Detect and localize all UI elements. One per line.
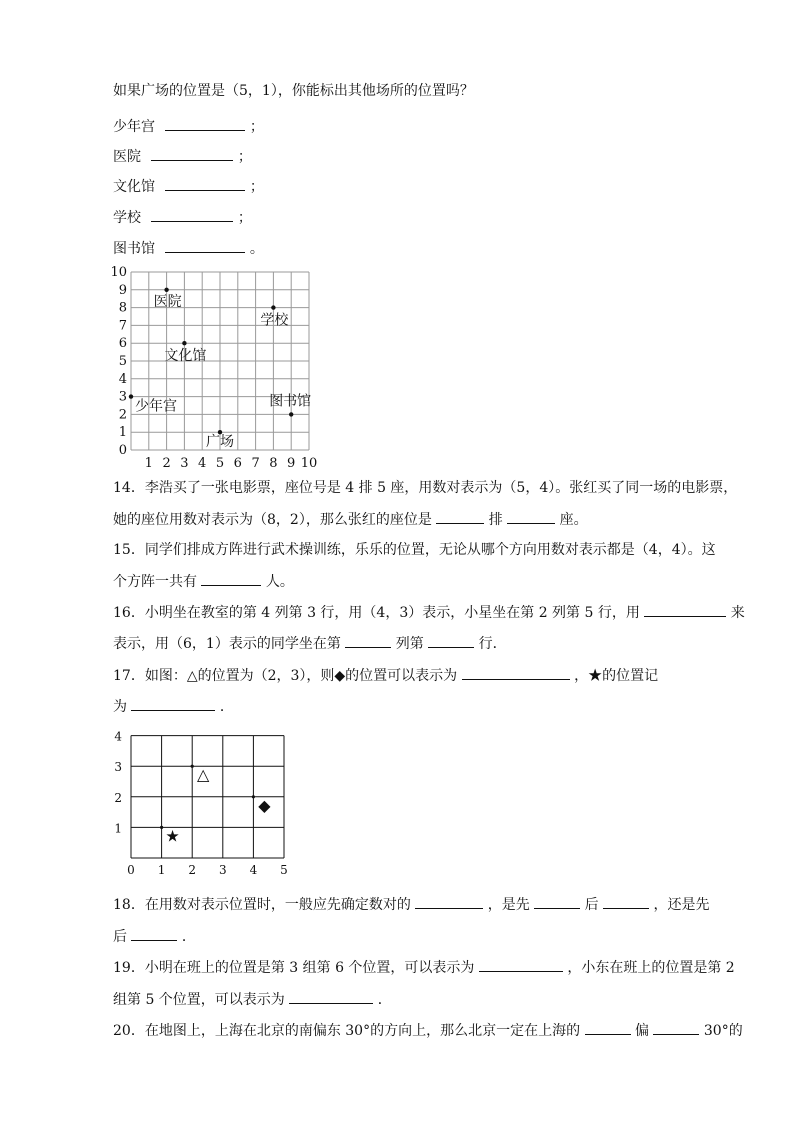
symbol-marker: ◆ — [258, 795, 271, 815]
q13-intro: 如果广场的位置是（5，1），你能标出其他场所的位置吗？ — [113, 83, 474, 99]
text: ，是先 — [487, 897, 530, 913]
y-tick-label: 2 — [118, 407, 127, 423]
q16-line1 — [113, 603, 745, 622]
x-tick-label: 9 — [287, 456, 296, 471]
y-tick-label: 2 — [114, 790, 122, 805]
q13-item-school — [113, 208, 252, 227]
marker-anchor-point — [252, 795, 255, 798]
x-tick-label: 5 — [215, 456, 225, 471]
answer-blank-star[interactable] — [131, 697, 215, 711]
item-end: ； — [249, 179, 264, 195]
answer-blank-pair[interactable] — [644, 603, 726, 617]
item-label: 学校 — [113, 210, 141, 226]
y-tick-label: 8 — [118, 300, 127, 316]
q20-line1 — [113, 1021, 743, 1040]
text: 排 — [488, 512, 508, 528]
y-tick-label: 4 — [118, 371, 127, 387]
symbol-marker: △ — [197, 765, 210, 785]
q15-line2 — [113, 572, 294, 591]
coordinate-grid-symbols — [110, 725, 305, 880]
answer-blank[interactable] — [653, 1021, 699, 1035]
text: 18．在用数对表示位置时，一般应先确定数对的 — [113, 897, 411, 913]
text: ． — [219, 699, 234, 715]
item-label: 少年宫 — [113, 119, 155, 135]
y-tick-label: 4 — [114, 729, 122, 744]
place-point — [182, 341, 186, 345]
marker-anchor-point — [160, 826, 163, 829]
x-tick-label: 5 — [280, 863, 288, 877]
text: 人。 — [265, 574, 294, 590]
item-label: 医院 — [113, 149, 141, 165]
q16-line2 — [113, 634, 507, 653]
answer-blank[interactable] — [534, 895, 580, 909]
answer-blank[interactable] — [479, 958, 563, 972]
q13-item-youth-palace — [113, 117, 264, 136]
item-label: 图书馆 — [113, 241, 155, 257]
x-tick-label: 2 — [188, 863, 197, 877]
x-tick-label: 8 — [269, 456, 278, 471]
q14-line1: 14．李浩买了一张电影票，座位号是 4 排 5 座，用数对表示为（5，4）。张红买了同一场的电影票， — [113, 480, 738, 496]
q18-line2 — [113, 927, 196, 946]
text: 19．小明在班上的位置是第 3 组第 6 个位置，可以表示为 — [113, 960, 475, 976]
q13-item-library — [113, 239, 264, 258]
place-point — [164, 288, 168, 292]
answer-blank-row[interactable] — [428, 634, 474, 648]
place-point — [271, 305, 275, 309]
y-tick-label: 10 — [110, 265, 127, 280]
marker-anchor-point — [191, 765, 194, 768]
answer-blank-column[interactable] — [345, 634, 391, 648]
answer-blank[interactable] — [289, 990, 373, 1004]
text: ，★的位置记 — [574, 668, 659, 684]
x-tick-label: 3 — [218, 863, 227, 877]
text: 行． — [478, 636, 507, 652]
text: 偏 — [634, 1023, 649, 1039]
q19-line2 — [113, 990, 392, 1009]
answer-blank[interactable] — [151, 208, 233, 222]
place-label: 少年宫 — [135, 398, 177, 415]
q13-item-culture-hall — [113, 177, 264, 196]
y-tick-label: 7 — [118, 318, 127, 334]
y-tick-label: 3 — [114, 760, 122, 775]
text: 20．在地图上，上海在北京的南偏东 30°的方向上，那么北京一定在上海的 — [113, 1023, 581, 1039]
text: 后 — [584, 897, 599, 913]
text: 个方阵一共有 — [113, 574, 202, 590]
answer-blank-diamond[interactable] — [462, 666, 570, 680]
text: ． — [181, 929, 196, 945]
text: 后 — [113, 929, 127, 945]
answer-blank[interactable] — [585, 1021, 631, 1035]
text: 30°的 — [703, 1023, 743, 1039]
place-label: 图书馆 — [269, 393, 312, 410]
text: 来 — [730, 605, 745, 621]
y-tick-label: 1 — [114, 821, 122, 836]
answer-blank-seat[interactable] — [507, 510, 555, 524]
q15-line1: 15．同学们排成方阵进行武术操训练，乐乐的位置，无论从哪个方向用数对表示都是（4，4）。这 — [113, 542, 716, 558]
answer-blank[interactable] — [165, 117, 245, 131]
x-tick-label: 10 — [300, 456, 318, 471]
x-tick-label: 2 — [162, 456, 171, 471]
answer-blank[interactable] — [151, 147, 233, 161]
answer-blank[interactable] — [165, 177, 245, 191]
place-label: 医院 — [153, 293, 182, 310]
item-end: ； — [249, 119, 264, 135]
item-end: ； — [237, 210, 252, 226]
text: 座。 — [559, 512, 588, 528]
x-tick-label: 1 — [157, 863, 166, 877]
place-point — [289, 412, 293, 416]
place-label: 文化馆 — [164, 348, 207, 365]
answer-blank[interactable] — [415, 895, 483, 909]
x-tick-label: 0 — [127, 863, 135, 877]
answer-blank-row[interactable] — [436, 510, 484, 524]
y-tick-label: 1 — [118, 425, 127, 441]
symbol-marker: ★ — [165, 826, 180, 846]
x-tick-label: 1 — [144, 456, 153, 471]
item-end: 。 — [249, 241, 264, 257]
y-tick-label: 0 — [118, 443, 127, 458]
y-tick-label: 5 — [118, 354, 127, 369]
answer-blank[interactable] — [131, 927, 177, 941]
x-tick-label: 6 — [233, 456, 242, 471]
text: ． — [377, 992, 392, 1008]
y-tick-label: 9 — [118, 282, 127, 298]
y-tick-label: 3 — [118, 389, 127, 405]
text: 表示，用（6，1）表示的同学坐在第 — [113, 636, 346, 652]
item-end: ； — [237, 149, 252, 165]
x-tick-label: 4 — [249, 863, 258, 877]
coordinate-grid-places — [110, 262, 325, 472]
q17-line2 — [113, 697, 234, 716]
text: 列第 — [395, 636, 429, 652]
text: 为 — [113, 699, 127, 715]
place-label: 学校 — [260, 312, 289, 329]
q13-item-hospital — [113, 147, 252, 166]
answer-blank[interactable] — [165, 239, 245, 253]
q19-line1 — [113, 958, 735, 977]
text: 组第 5 个位置，可以表示为 — [113, 992, 285, 1008]
q14-line2 — [113, 510, 588, 529]
text: 16．小明坐在教室的第 4 列第 3 行，用（4，3）表示，小星坐在第 2 列第 5 行，用 — [113, 605, 645, 621]
q17-line1 — [113, 666, 658, 685]
symbol-markers — [160, 765, 271, 846]
answer-blank-count[interactable] — [201, 572, 261, 586]
place-label: 广场 — [206, 434, 234, 451]
place-point — [129, 394, 133, 398]
x-tick-label: 3 — [180, 456, 189, 471]
answer-blank[interactable] — [603, 895, 649, 909]
q18-line1 — [113, 895, 710, 914]
text: ，小东在班上的位置是第 2 — [567, 960, 735, 976]
x-tick-label: 4 — [198, 456, 207, 471]
x-tick-label: 7 — [251, 456, 260, 471]
item-label: 文化馆 — [113, 179, 155, 195]
text: 她的座位用数对表示为（8，2），那么张红的座位是 — [113, 512, 437, 528]
text: 17．如图：△的位置为（2，3），则◆的位置可以表示为 — [113, 668, 458, 684]
y-tick-label: 6 — [118, 336, 127, 352]
text: ，还是先 — [653, 897, 710, 913]
